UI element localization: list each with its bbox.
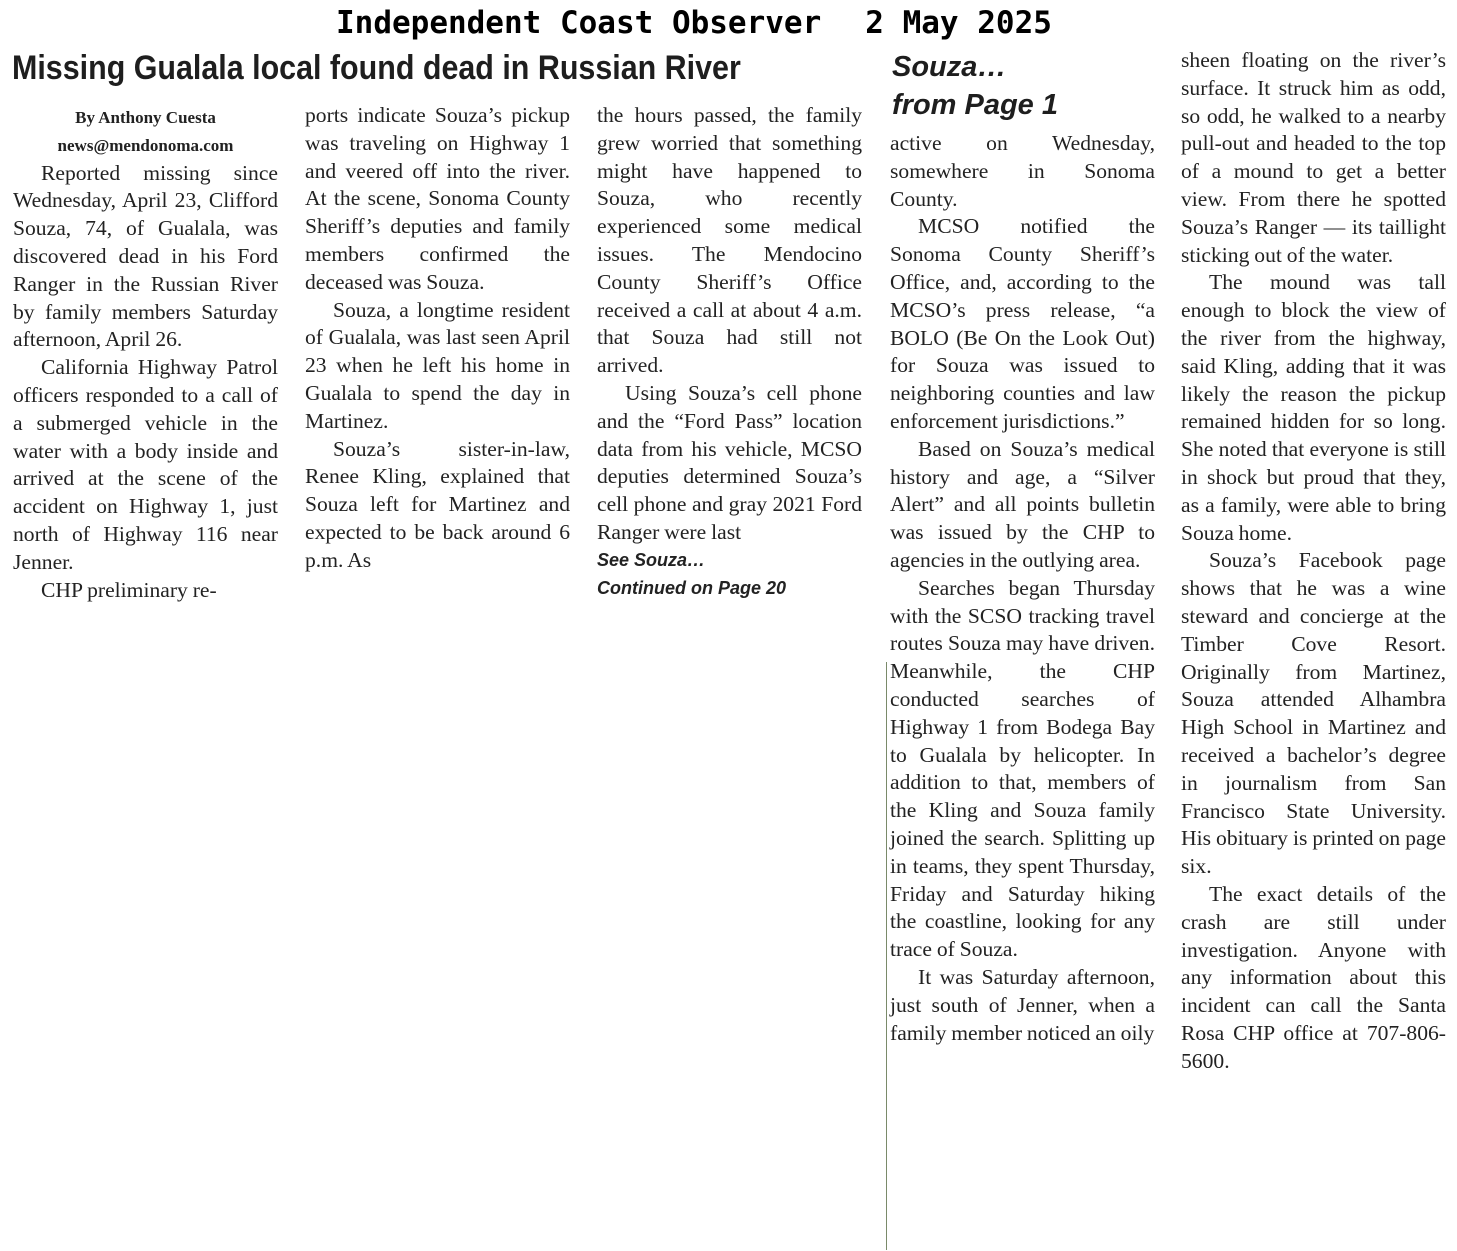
paragraph: Based on Souza’s medical history and age, a “Silver Alert” and all points bulletin was issued by the CHP to agencies in the outlying area. xyxy=(890,436,1155,572)
paragraph: The mound was tall enough to block the view of the river from the highway, said Kling, adding that it was likely the reason the pickup remained hidden for so long. She noted that everyone is still in shock but proud that they, as a family, were able to bring Souza home. xyxy=(1181,270,1446,545)
see-continuation: See Souza… xyxy=(597,549,706,570)
paragraph: Souza, a longtime resident of Gualala, was last seen April 23 when he left his home in Gualala to spend the day in Martinez. xyxy=(305,297,570,433)
jump-headline-line-2: from Page 1 xyxy=(892,89,1058,121)
article-column-1 xyxy=(13,104,278,604)
jump-column-1 xyxy=(890,130,1155,1047)
paragraph: MCSO notified the Sonoma County Sheriff’s Office, and, according to the MCSO’s press release, “a BOLO (Be On the Look Out) for Souza was issued to neighboring counties and law enforcement jurisdictions.” xyxy=(890,214,1155,433)
article-headline: Missing Gualala local found dead in Russian River xyxy=(12,49,741,87)
masthead-date: 2 May 2025 xyxy=(865,5,1052,41)
masthead xyxy=(336,2,1096,44)
paragraph: Searches began Thursday with the SCSO tracking travel routes Souza may have driven. Meanwhile, the CHP conducted searches of Highway 1 from Bodega Bay to Gualala by helicopter. In addition to that, members of the Kling and Souza family joined the search. Splitting up in teams, they spent Thursday, Friday and Saturday hiking the coastline, looking for any trace of Souza. xyxy=(890,575,1155,962)
paragraph: Reported missing since Wednesday, April 23, Clifford Souza, 74, of Gualala, was discovered dead in his Ford Ranger in the Russian River by family members Saturday afternoon, April 26. xyxy=(13,160,278,352)
article-column-3 xyxy=(597,102,862,602)
paragraph: California Highway Patrol officers responded to a call of a submerged vehicle in the water with a body inside and arrived at the scene of the accident on Highway 1, just north of Highway 116 near Jenner. xyxy=(13,355,278,574)
paragraph: CHP preliminary re- xyxy=(41,577,217,602)
continued-on-page: Continued on Page 20 xyxy=(597,577,787,598)
paragraph: Souza’s sister-in-law, Renee Kling, explained that Souza left for Martinez and expected to be back around 6 p.m. As xyxy=(305,436,570,572)
paragraph: Using Souza’s cell phone and the “Ford Pass” location data from his vehicle, MCSO deputies determined Souza’s cell phone and gray 2021 Ford Ranger were last xyxy=(597,380,862,544)
jump-headline-line-1: Souza… xyxy=(892,51,1007,83)
byline-email: news@mendonoma.com xyxy=(57,135,234,155)
byline-author: By Anthony Cuesta xyxy=(75,108,216,127)
paragraph: active on Wednesday, somewhere in Sonoma County. xyxy=(890,131,1155,211)
column-rule xyxy=(886,662,887,1250)
paragraph: Souza’s Facebook page shows that he was a wine steward and concierge at the Timber Cove Resort. Originally from Martinez, Souza attended Alhambra High School in Martinez and received a bachelor’s degree in journalism from San Francisco State University. His obituary is printed on page six. xyxy=(1181,548,1446,879)
paragraph: ports indicate Souza’s pickup was traveling on Highway 1 and veered off into the river. At the scene, Sonoma County Sheriff’s deputies and family members confirmed the deceased was Souza. xyxy=(305,103,570,294)
jump-column-2 xyxy=(1181,47,1446,1075)
paragraph: the hours passed, the family grew worried that something might have happened to Souza, who recently experienced some medical issues. The Mendocino County Sheriff’s Office received a call at about 4 a.m. that Souza had still not arrived. xyxy=(597,103,862,378)
paragraph: The exact details of the crash are still under investigation. Anyone with any information about this incident can call the Santa Rosa CHP office at 707-806-5600. xyxy=(1181,881,1446,1073)
jump-headline xyxy=(892,48,1162,124)
paragraph: It was Saturday afternoon, just south of Jenner, when a family member noticed an oily xyxy=(890,964,1155,1045)
masthead-paper-name: Independent Coast Observer xyxy=(336,5,822,41)
article-column-2 xyxy=(305,102,570,575)
paragraph: sheen floating on the river’s surface. It struck him as odd, so odd, he walked to a nearby pull-out and headed to the top of a mound to get a better view. From there he spotted Souza’s Ranger — its taillight sticking out of the water. xyxy=(1181,48,1446,267)
